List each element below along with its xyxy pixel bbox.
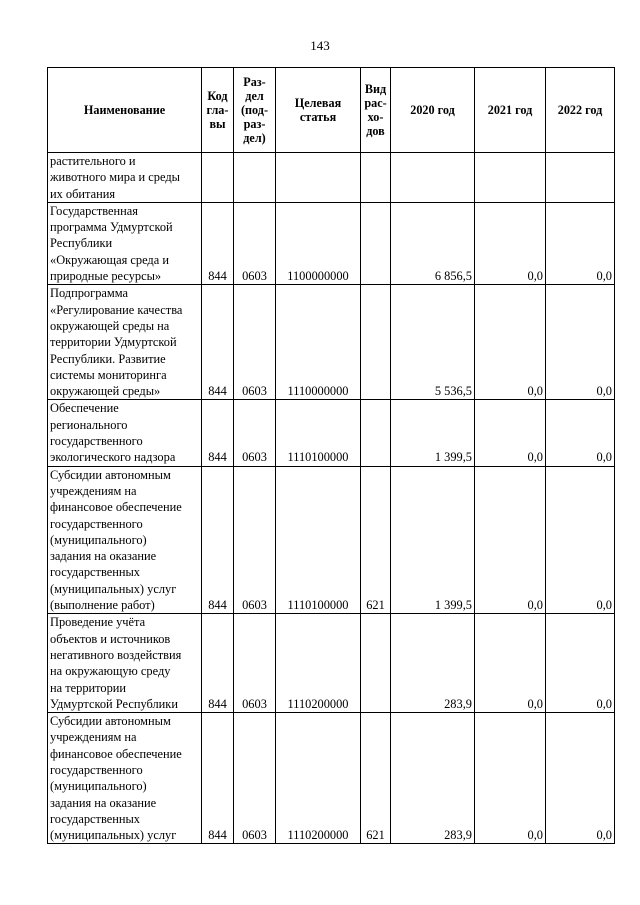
row-code xyxy=(202,153,234,203)
table-header-row xyxy=(48,68,615,153)
row-name: Обеспечение регионального государственного экологического надзора xyxy=(48,400,202,466)
table-row xyxy=(48,614,615,713)
row-2022: 0,0 xyxy=(546,466,615,614)
row-code: 844 xyxy=(202,466,234,614)
row-2020: 5 536,5 xyxy=(391,285,475,400)
row-expense xyxy=(361,400,391,466)
header-target xyxy=(276,68,361,153)
header-expense-text: Вид рас- хо- дов xyxy=(364,82,387,138)
table-row xyxy=(48,153,615,203)
header-2020: 2020 год xyxy=(391,68,475,153)
row-section: 0603 xyxy=(234,400,276,466)
table-row xyxy=(48,400,615,466)
row-2022: 0,0 xyxy=(546,713,615,844)
budget-table xyxy=(47,67,615,844)
header-name: Наименование xyxy=(48,68,202,153)
header-2022: 2022 год xyxy=(546,68,615,153)
row-target: 1110100000 xyxy=(276,400,361,466)
row-name: Подпрограмма «Регулирование качества окружающей среды на территории Удмуртской Республики. Развитие системы мониторинга окружающей среды» xyxy=(48,285,202,400)
row-target: 1110200000 xyxy=(276,614,361,713)
table-row xyxy=(48,713,615,844)
header-expense xyxy=(361,68,391,153)
row-2021: 0,0 xyxy=(475,400,546,466)
header-2021: 2021 год xyxy=(475,68,546,153)
row-expense xyxy=(361,202,391,284)
row-code: 844 xyxy=(202,285,234,400)
row-2020: 283,9 xyxy=(391,614,475,713)
row-target xyxy=(276,153,361,203)
row-section: 0603 xyxy=(234,466,276,614)
row-name: Субсидии автономным учреждениям на финансовое обеспечение государственного (муниципального) задания на оказание государственных (муниципальных) услуг (выполнение работ) xyxy=(48,466,202,614)
row-2021: 0,0 xyxy=(475,614,546,713)
table-row xyxy=(48,285,615,400)
row-2021 xyxy=(475,153,546,203)
row-name: Государственная программа Удмуртской Республики «Окружающая среда и природные ресурсы» xyxy=(48,202,202,284)
row-expense: 621 xyxy=(361,466,391,614)
page-number: 143 xyxy=(310,38,330,53)
row-section: 0603 xyxy=(234,713,276,844)
row-code: 844 xyxy=(202,713,234,844)
row-section: 0603 xyxy=(234,202,276,284)
row-2020: 1 399,5 xyxy=(391,400,475,466)
table-row xyxy=(48,466,615,614)
row-target: 1110000000 xyxy=(276,285,361,400)
row-2022: 0,0 xyxy=(546,400,615,466)
header-section xyxy=(234,68,276,153)
row-name: растительного и животного мира и среды их обитания xyxy=(48,153,202,203)
row-expense: 621 xyxy=(361,713,391,844)
header-code xyxy=(202,68,234,153)
row-2020: 1 399,5 xyxy=(391,466,475,614)
table-row xyxy=(48,202,615,284)
row-name: Проведение учёта объектов и источников негативного воздействия на окружающую среду на территории Удмуртской Республики xyxy=(48,614,202,713)
row-2022: 0,0 xyxy=(546,202,615,284)
row-section: 0603 xyxy=(234,614,276,713)
row-target: 1100000000 xyxy=(276,202,361,284)
row-2022: 0,0 xyxy=(546,614,615,713)
header-section-text: Раз- дел (под- раз- дел) xyxy=(240,75,269,145)
header-target-text: Целевая статья xyxy=(294,96,342,124)
row-2020 xyxy=(391,153,475,203)
row-code: 844 xyxy=(202,202,234,284)
header-code-text: Код гла- вы xyxy=(206,89,229,131)
row-2020: 6 856,5 xyxy=(391,202,475,284)
row-expense xyxy=(361,153,391,203)
row-section xyxy=(234,153,276,203)
row-code: 844 xyxy=(202,400,234,466)
row-target: 1110200000 xyxy=(276,713,361,844)
row-expense xyxy=(361,614,391,713)
row-2021: 0,0 xyxy=(475,202,546,284)
row-2022: 0,0 xyxy=(546,285,615,400)
row-2021: 0,0 xyxy=(475,466,546,614)
row-2021: 0,0 xyxy=(475,285,546,400)
row-target: 1110100000 xyxy=(276,466,361,614)
row-name: Субсидии автономным учреждениям на финансовое обеспечение государственного (муниципального) задания на оказание государственных (муниципальных) услуг xyxy=(48,713,202,844)
row-2020: 283,9 xyxy=(391,713,475,844)
row-code: 844 xyxy=(202,614,234,713)
row-2022 xyxy=(546,153,615,203)
row-expense xyxy=(361,285,391,400)
row-section: 0603 xyxy=(234,285,276,400)
row-2021: 0,0 xyxy=(475,713,546,844)
